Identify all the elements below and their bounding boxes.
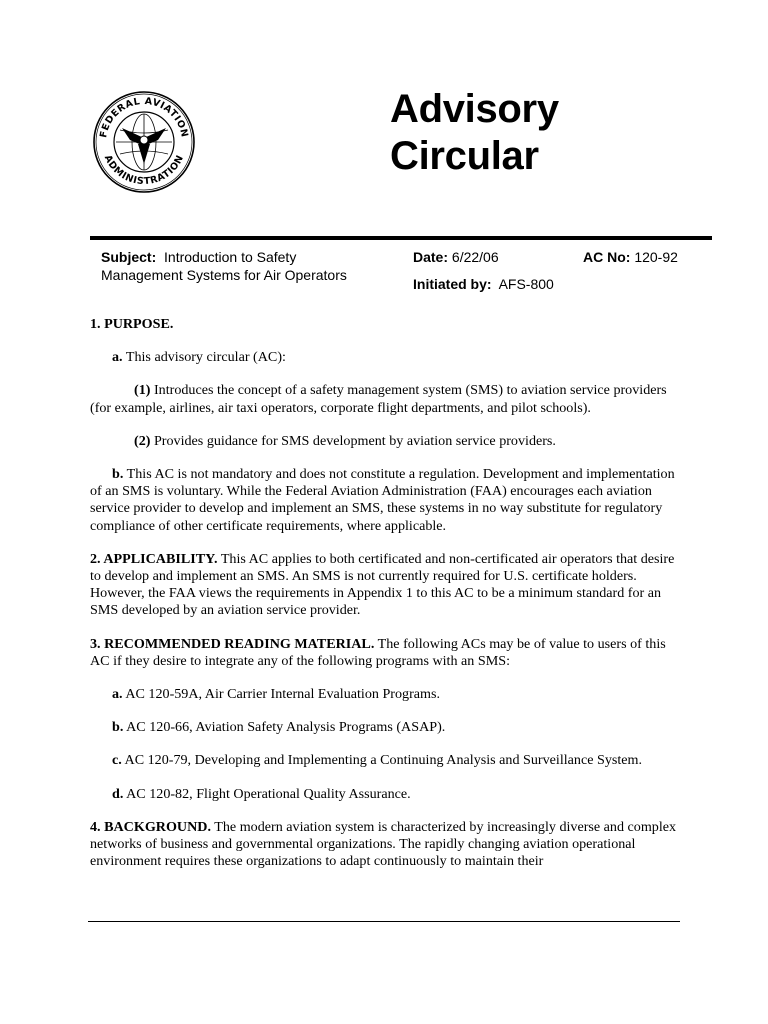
- paragraph-text: This AC is not mandatory and does not constitute a regulation. Development and implementation of an SMS is voluntary. While the Federal Aviation Administration (FAA) encourages each aviation service provider to develop and implement an SMS, these systems in no way substitute for regulatory compliance of other certificate requirements, where applicable.: [90, 466, 675, 534]
- paragraph-1a: [90, 349, 680, 366]
- paragraph-label: d.: [112, 785, 124, 802]
- section-2: [90, 551, 680, 620]
- ac-number-field: [583, 248, 678, 266]
- paragraph-text: AC 120-59A, Air Carrier Internal Evaluation Programs.: [125, 686, 441, 703]
- paragraph-label: (1): [134, 382, 151, 399]
- paragraph-3b: [90, 719, 680, 736]
- initiated-by-value: AFS-800: [498, 276, 554, 292]
- date-field: [413, 248, 499, 266]
- paragraph-label: (2): [134, 432, 151, 449]
- subject-label: Subject:: [101, 249, 157, 265]
- ac-number-label: AC No:: [583, 249, 631, 265]
- title-line-1: Advisory: [390, 87, 559, 131]
- subject-line-1: Introduction to Safety: [164, 249, 297, 265]
- document-title: [390, 86, 559, 180]
- paragraph-label: c.: [112, 752, 122, 769]
- subject-field: [101, 248, 296, 266]
- paragraph-text: Provides guidance for SMS development by aviation service providers.: [153, 432, 556, 449]
- section-3: [90, 636, 680, 670]
- initiated-by-field: [413, 275, 554, 293]
- date-label: Date:: [413, 249, 449, 265]
- section-3-text: The following ACs may be of value to users of this AC if they desire to integrate any of the following programs with an SMS:: [90, 635, 666, 669]
- section-2-text: This AC applies to both certificated and non-certificated air operators that desire to develop and implement an SMS. An SMS is not currently required for U.S. certificate holders. However, the FAA views the requirements in Appendix 1 to this AC to be a minimum standard for an SMS developed by an aviation service provider.: [90, 550, 675, 619]
- paragraph-1a1: [90, 382, 680, 416]
- paragraph-1a2: [90, 433, 680, 450]
- initiated-by-label: Initiated by:: [413, 276, 492, 292]
- paragraph-text: AC 120-79, Developing and Implementing a Continuing Analysis and Surveillance System.: [124, 752, 643, 769]
- section-2-heading: 2. APPLICABILITY.: [90, 550, 218, 567]
- ac-number-value: 120-92: [634, 249, 678, 265]
- seal-top-text: FEDERAL AVIATION: [98, 95, 190, 139]
- paragraph-label: b.: [112, 466, 124, 483]
- paragraph-3d: [90, 786, 680, 803]
- footer-rule: [88, 921, 680, 922]
- section-4: [90, 819, 680, 871]
- faa-seal-logo: [92, 90, 196, 194]
- section-3-heading: 3. RECOMMENDED READING MATERIAL.: [90, 635, 375, 652]
- paragraph-label: a.: [112, 686, 123, 703]
- paragraph-text: AC 120-66, Aviation Safety Analysis Programs (ASAP).: [126, 719, 446, 736]
- seal-bottom-text: ADMINISTRATION: [101, 153, 187, 188]
- subject-line-2: Management Systems for Air Operators: [101, 267, 347, 283]
- paragraph-label: b.: [112, 719, 124, 736]
- title-line-2: Circular: [390, 134, 539, 178]
- paragraph-3c: [90, 752, 680, 769]
- date-value: 6/22/06: [451, 249, 499, 265]
- header-rule: [90, 236, 712, 240]
- paragraph-text: AC 120-82, Flight Operational Quality Assurance.: [126, 785, 411, 802]
- paragraph-text: This advisory circular (AC):: [125, 349, 286, 366]
- section-4-text: The modern aviation system is characterized by increasingly diverse and complex networks of business and governmental organizations. The rapidly changing aviation operational environment requires these organizations to adapt continuously to maintain their: [90, 818, 677, 870]
- paragraph-3a: [90, 686, 680, 703]
- section-4-heading: 4. BACKGROUND.: [90, 818, 211, 835]
- document-body: [90, 316, 680, 886]
- section-1-heading: 1. PURPOSE.: [90, 316, 174, 332]
- paragraph-1b: [90, 466, 680, 535]
- paragraph-label: a.: [112, 349, 123, 366]
- paragraph-text: Introduces the concept of a safety management system (SMS) to aviation service providers (for example, airlines, air taxi operators, corporate flight departments, and pilot schools).: [90, 382, 667, 416]
